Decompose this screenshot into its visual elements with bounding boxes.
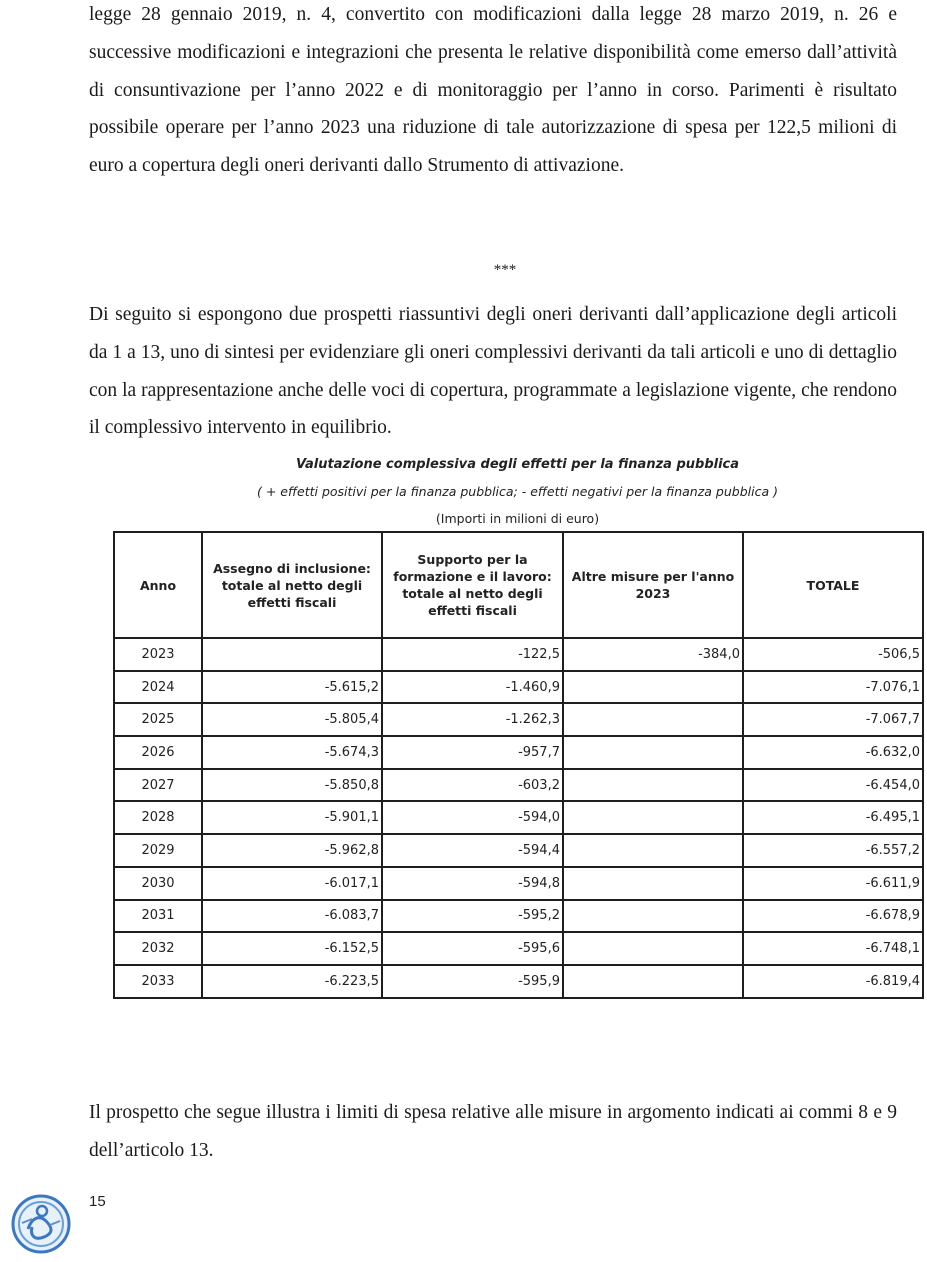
table-header-row xyxy=(114,532,923,638)
table-units: (Importi in milioni di euro) xyxy=(435,511,600,526)
table-row xyxy=(114,801,923,834)
cell-anno: 2024 xyxy=(114,671,202,704)
cell-anno: 2033 xyxy=(114,965,202,998)
header-anno: Anno xyxy=(114,532,202,638)
table-row xyxy=(114,769,923,802)
paragraph-closing: Il prospetto che segue illustra i limiti di spesa relative alle misure in argomento indicati ai commi 8 e 9 dell’articolo 13. xyxy=(89,1102,897,1161)
paragraph-intro: legge 28 gennaio 2019, n. 4, convertito con modificazioni dalla legge 28 marzo 2019, n. 26 e successive modificazioni e integrazioni che presenta le relative disponibilità come emerso dall’attività di consuntivazione per l’anno 2022 e di monitoraggio per l’anno in corso. Parimenti è risultato possibile operare per l’anno 2023 una riduzione di tale autorizzazione di spesa per 122,5 milioni di euro a copertura degli oneri derivanti dallo Strumento di attivazione. xyxy=(89,4,897,177)
cell-supporto-formazione: -1.262,3 xyxy=(382,703,563,736)
cell-assegno-inclusione: -6.223,5 xyxy=(202,965,382,998)
table-body xyxy=(114,638,923,998)
cell-anno: 2032 xyxy=(114,932,202,965)
cell-altre-misure: -384,0 xyxy=(563,638,743,671)
table-row xyxy=(114,932,923,965)
cell-assegno-inclusione: -5.962,8 xyxy=(202,834,382,867)
paragraph-summary: Di seguito si espongono due prospetti riassuntivi degli oneri derivanti dall’applicazione degli articoli da 1 a 13, uno di sintesi per evidenziare gli oneri complessivi derivanti da tali articoli e uno di dettaglio con la rappresentazione anche delle voci di copertura, programmate a legislazione vigente, che rendono il complessivo intervento in equilibrio. xyxy=(89,304,897,439)
section-separator: *** xyxy=(493,262,517,278)
table-row xyxy=(114,671,923,704)
cell-assegno-inclusione: -6.152,5 xyxy=(202,932,382,965)
cell-anno: 2023 xyxy=(114,638,202,671)
table-subtitle: ( + effetti positivi per la finanza pubblica; - effetti negativi per la finanza pubblica ) xyxy=(257,484,778,499)
cell-altre-misure xyxy=(563,671,743,704)
cell-assegno-inclusione: -6.083,7 xyxy=(202,900,382,933)
cell-supporto-formazione: -603,2 xyxy=(382,769,563,802)
cell-anno: 2026 xyxy=(114,736,202,769)
cell-totale: -6.819,4 xyxy=(743,965,923,998)
cell-anno: 2030 xyxy=(114,867,202,900)
cell-altre-misure xyxy=(563,703,743,736)
cell-anno: 2029 xyxy=(114,834,202,867)
cell-anno: 2028 xyxy=(114,801,202,834)
page-number: 15 xyxy=(89,1193,106,1210)
cell-anno: 2031 xyxy=(114,900,202,933)
cell-totale: -7.067,7 xyxy=(743,703,923,736)
cell-totale: -6.495,1 xyxy=(743,801,923,834)
cell-assegno-inclusione: -5.805,4 xyxy=(202,703,382,736)
table-row xyxy=(114,834,923,867)
cell-supporto-formazione: -595,2 xyxy=(382,900,563,933)
cell-altre-misure xyxy=(563,736,743,769)
cell-altre-misure xyxy=(563,834,743,867)
cell-supporto-formazione: -594,4 xyxy=(382,834,563,867)
cell-altre-misure xyxy=(563,801,743,834)
cell-altre-misure xyxy=(563,867,743,900)
cell-totale: -6.611,9 xyxy=(743,867,923,900)
cell-supporto-formazione: -595,9 xyxy=(382,965,563,998)
header-totale: TOTALE xyxy=(743,532,923,638)
cell-altre-misure xyxy=(563,900,743,933)
header-altre-misure: Altre misure per l'anno 2023 xyxy=(563,532,743,638)
cell-assegno-inclusione: -6.017,1 xyxy=(202,867,382,900)
cell-anno: 2025 xyxy=(114,703,202,736)
cell-supporto-formazione: -122,5 xyxy=(382,638,563,671)
cell-totale: -6.454,0 xyxy=(743,769,923,802)
cell-assegno-inclusione: -5.615,2 xyxy=(202,671,382,704)
cell-totale: -6.678,9 xyxy=(743,900,923,933)
cell-assegno-inclusione xyxy=(202,638,382,671)
table-row xyxy=(114,638,923,671)
table-title: Valutazione complessiva degli effetti per la finanza pubblica xyxy=(295,457,740,472)
cell-supporto-formazione: -957,7 xyxy=(382,736,563,769)
table-row xyxy=(114,867,923,900)
cell-totale: -506,5 xyxy=(743,638,923,671)
cell-supporto-formazione: -594,0 xyxy=(382,801,563,834)
cell-supporto-formazione: -595,6 xyxy=(382,932,563,965)
cell-altre-misure xyxy=(563,769,743,802)
cell-anno: 2027 xyxy=(114,769,202,802)
cell-totale: -6.557,2 xyxy=(743,834,923,867)
cell-supporto-formazione: -594,8 xyxy=(382,867,563,900)
cell-totale: -6.632,0 xyxy=(743,736,923,769)
cell-altre-misure xyxy=(563,932,743,965)
cell-assegno-inclusione: -5.901,1 xyxy=(202,801,382,834)
cell-supporto-formazione: -1.460,9 xyxy=(382,671,563,704)
finance-effects-table xyxy=(113,531,924,999)
cell-assegno-inclusione: -5.674,3 xyxy=(202,736,382,769)
header-assegno-inclusione: Assegno di inclusione: totale al netto degli effetti fiscali xyxy=(202,532,382,638)
table-row xyxy=(114,703,923,736)
cell-assegno-inclusione: -5.850,8 xyxy=(202,769,382,802)
institutional-seal-icon xyxy=(10,1193,72,1255)
table-row xyxy=(114,965,923,998)
cell-totale: -7.076,1 xyxy=(743,671,923,704)
table-row xyxy=(114,736,923,769)
header-supporto-formazione: Supporto per la formazione e il lavoro: totale al netto degli effetti fiscali xyxy=(382,532,563,638)
cell-totale: -6.748,1 xyxy=(743,932,923,965)
table-row xyxy=(114,900,923,933)
cell-altre-misure xyxy=(563,965,743,998)
